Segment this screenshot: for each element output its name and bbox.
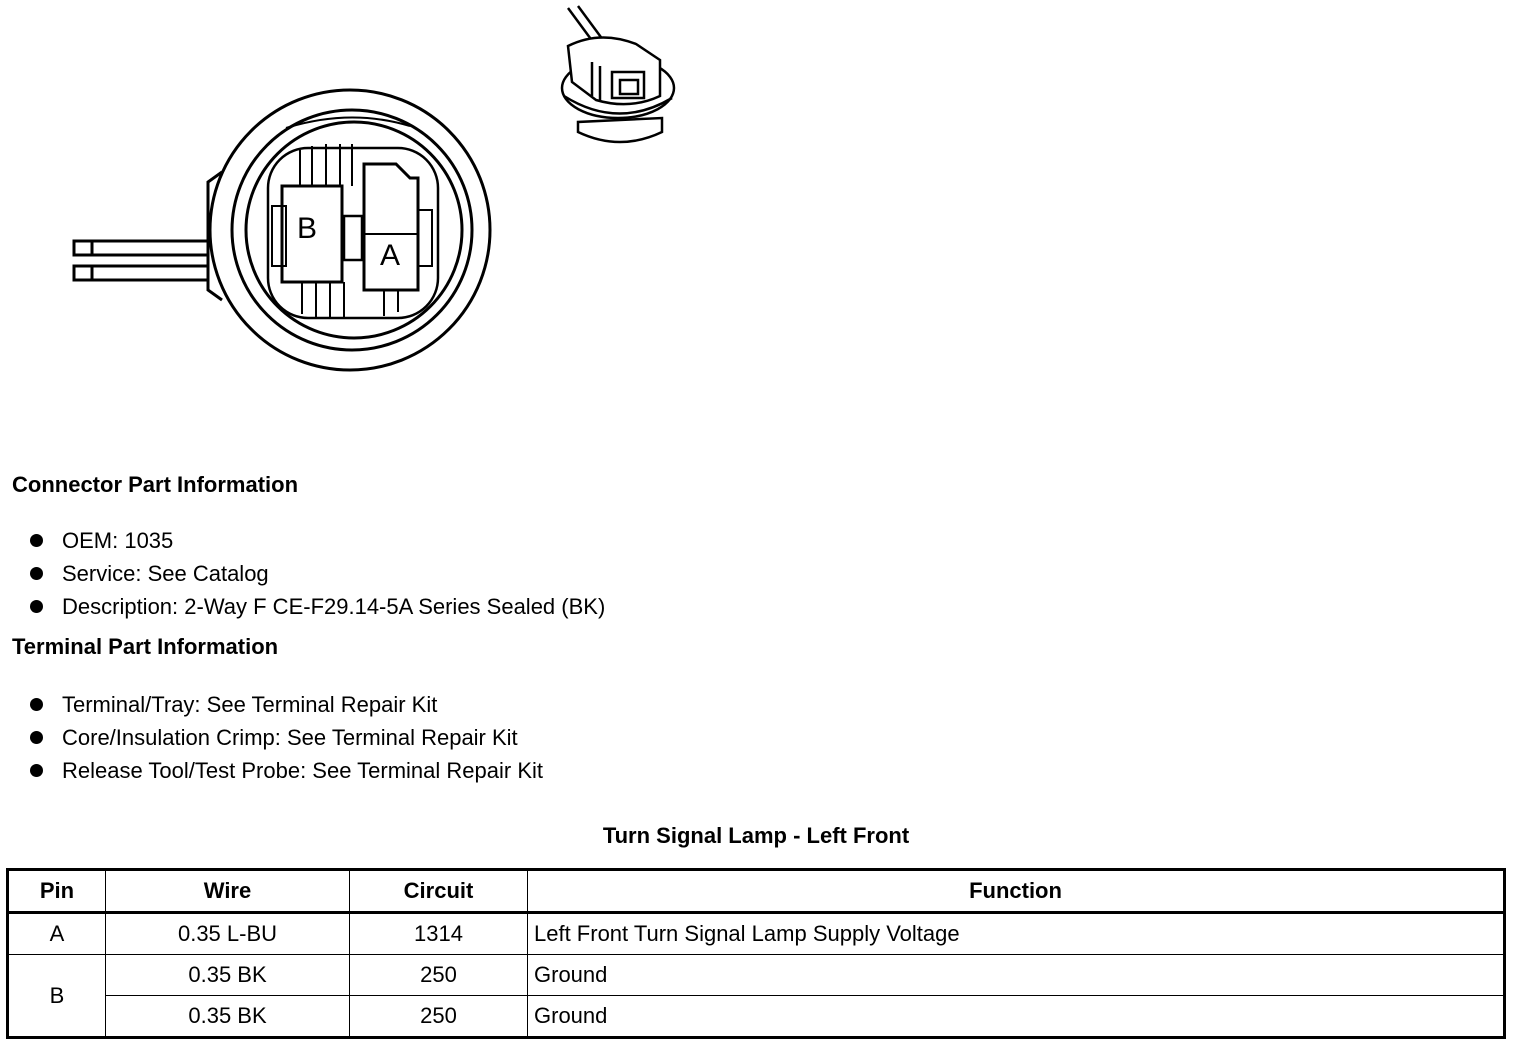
table-caption: Turn Signal Lamp - Left Front <box>602 823 910 848</box>
connector-diagram <box>0 0 760 410</box>
terminal-info-title: Terminal Part Information <box>12 634 279 659</box>
cell-function: Ground <box>528 996 1505 1038</box>
list-item: Service: See Catalog <box>28 557 605 590</box>
header-wire: Wire <box>106 870 350 913</box>
pinout-table <box>6 868 1506 1039</box>
cell-pin: A <box>8 913 106 955</box>
cell-circuit: 250 <box>350 996 528 1038</box>
cell-wire: 0.35 L-BU <box>106 913 350 955</box>
cell-circuit: 1314 <box>350 913 528 955</box>
table-row <box>8 996 1505 1038</box>
wire-lead-lower <box>74 266 214 280</box>
cavity-label-b: B <box>297 212 318 245</box>
terminal-info-list <box>28 688 543 787</box>
list-item: OEM: 1035 <box>28 524 605 557</box>
table-row <box>8 955 1505 996</box>
cell-function: Left Front Turn Signal Lamp Supply Voltage <box>528 913 1505 955</box>
header-pin: Pin <box>8 870 106 913</box>
cell-pin: B <box>8 955 106 1038</box>
table-header-row <box>8 870 1505 913</box>
list-item: Release Tool/Test Probe: See Terminal Repair Kit <box>28 754 543 787</box>
header-function: Function <box>528 870 1505 913</box>
cell-circuit: 250 <box>350 955 528 996</box>
connector-illustration <box>562 6 674 142</box>
cavity-label-a: A <box>380 239 401 272</box>
connector-info-list <box>28 524 605 623</box>
wire-lead-upper <box>74 241 214 255</box>
list-item: Description: 2-Way F CE-F29.14-5A Series Sealed (BK) <box>28 590 605 623</box>
cell-function: Ground <box>528 955 1505 996</box>
list-item: Terminal/Tray: See Terminal Repair Kit <box>28 688 543 721</box>
cell-wire: 0.35 BK <box>106 996 350 1038</box>
connector-info-title: Connector Part Information <box>12 472 299 497</box>
header-circuit: Circuit <box>350 870 528 913</box>
table-row <box>8 913 1505 955</box>
cell-wire: 0.35 BK <box>106 955 350 996</box>
list-item: Core/Insulation Crimp: See Terminal Repair Kit <box>28 721 543 754</box>
